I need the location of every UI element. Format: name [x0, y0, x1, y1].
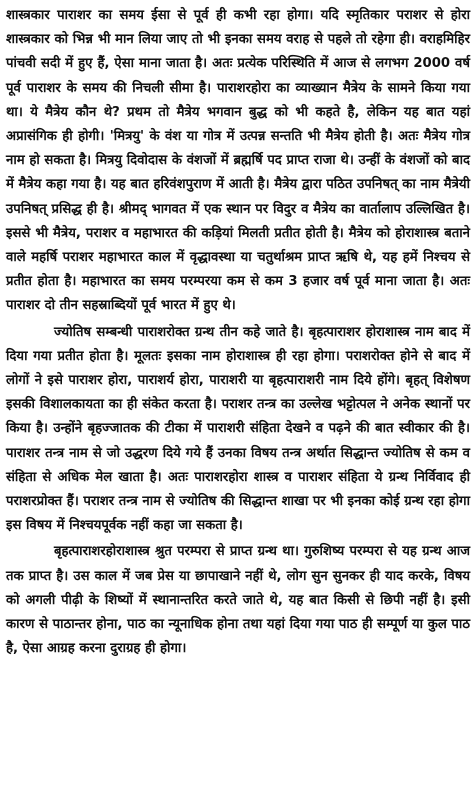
text-run: ज्योतिष सम्बन्धी पाराशरोक्त ग्रन्थ तीन कहे जाते है। बृहत्पाराशर होराशास्त्र नाम बाद में दिया गया प्रतीत होता है। मूलतः [6, 324, 470, 364]
bold-text: पाराशर [68, 373, 103, 389]
bold-text: इसका [166, 348, 196, 364]
bold-text: गुरुशिष्य [304, 544, 345, 560]
paragraph [6, 540, 470, 661]
bold-text: स्मृतिकार [346, 8, 390, 23]
text-run: शास्त्रकार पाराशर का समय ईसा से पूर्व ही कभी रहा होगा। यदि [6, 8, 347, 23]
text-run: । इसी कारण से पाठान्तर होना, पाठ का न्यूनाधिक होना तथा [6, 592, 470, 633]
text-run: पूर्व माना जाता है। अतः पाराशर दो तीन सहस्राब्दियों पूर्व भारत में हुए थे। [6, 274, 470, 314]
text-run: होता है। महाभारत का समय परम्परया कम से कम 3 हजार [31, 274, 335, 290]
text-run: होरा, पाराशर्य होरा, पाराशरी या बृहत्पाराशरी नाम दिये होंगे। बृहत् विशेषण इसकी विशालकायता का ही संकेत करता है। पराशर तन्त्र का उल्लेख भट्टोत्पल ने अनेक स्थानों पर किया है। उन्होंने बृहज्जातक की टीका में पाराशरी संहिता देखने व पढ़ने की बात स्वीकार की है। पाराशर तन्त्र नाम से जो उद्धरण दिये गये हैं उनका विषय तन्त्र अर्थात सिद्धान्त ज्योतिष से कम व संहिता से अधिक मेल खाता है। अतः [6, 373, 470, 485]
text-run: शास्त्र व पाराशर संहिता ये ग्रन्थ निर्विवाद ही पराशरप्रोक्त [6, 469, 470, 510]
bold-text: महाभारत [98, 250, 143, 266]
bold-text: वर्ष [455, 56, 470, 72]
text-run: । [181, 641, 187, 657]
text-run: नाम होराशास्त्र ही रहा होगा। पराशरोक्त होने से बाद में लोगों ने इसे [6, 348, 470, 389]
bold-text: हैं [97, 56, 105, 72]
text-run: । पराशर तन्त्र नाम से ज्योतिष की सिद्धान्त शाखा पर भी इनका कोई ग्रन्थ रहा होगा इस विषय में निश्चयपूर्वक नहीं कहा जा सकता है। [6, 494, 470, 534]
text-run: , ऐसा माना जाता है। अतः प्रत्येक परिस्थिति में आज से लगभग 2000 [104, 56, 456, 72]
bold-text: दुराग्रह ही होगा [110, 641, 182, 657]
text-run: बृहत्पाराशरहोराशास्त्र श्रुत परम्परा से प्राप्त ग्रन्थ था। [54, 544, 305, 560]
bold-text: प्रतीत [6, 274, 32, 290]
text-run: पाठ ही सम्पूर्ण या कुल पाठ है, ऐसा आग्रह करना [6, 617, 470, 657]
text-run: परम्परा से यह ग्रन्थ आज तक प्राप्त है। उस काल में जब प्रेस या छापाखाने नहीं थे, लोग सुन सुनकर ही याद करके, विषय को अगली पीढ़ी के शिष्यों में स्थानान्तरित करते जाते थे, यह बात किसी से छिपी [6, 544, 471, 608]
bold-text: पाराशरहोरा [194, 469, 248, 485]
bold-text: यहां दिया गया [266, 617, 335, 633]
bold-text: वर्ष [334, 274, 350, 290]
paragraph [6, 4, 470, 319]
text-run: पूर्व पाराशर के समय की निचली सीमा है। पाराशरहोरा का व्याख्यान मैत्रेय के सामने किया गया था। ये मैत्रेय कौन थे? प्रथम तो मैत्रेय भगवान बुद्ध को भी कहते है, लेकिन यह बात यहां अप्रासंगिक ही होगी। 'मित्रयु' के वंश या गोत्र में उत्पन्न सन्तति भी मैत्रेय होती है। अतः मैत्रेय गोत्र नाम हो सकता है। मित्रयु दिवोदास के वंशजों में ब्रह्मर्षि पद प्राप्त राजा थे। उन्हीं के वंशजों को बाद में मैत्रेय कहा गया है। यह बात हरिवंशपुराण में आती है। मैत्रेय द्वारा पठित उपनिषत् का नाम मैत्रेयी उपनिषत् प्रसिद्ध ही है। श्रीमद् भागवत में एक स्थान पर विदुर व मैत्रेय का वार्तालाप उल्लिखित है। इससे भी मैत्रेय, पराशर व महाभारत की कड़ियां मिलती प्रतीत होती है। मैत्रेय को होराशास्त्र बताने वाले महर्षि पराशर [6, 80, 470, 266]
text-run: काल में वृद्धावस्था या चतुर्थाश्रम प्राप्त ऋषि थे, यह हमें निश्चय से [142, 250, 470, 266]
paragraph [6, 321, 470, 539]
bold-text: हैं [66, 494, 74, 510]
bold-text: नहीं है [409, 592, 441, 608]
text-run: पराशर से होरा शास्त्रकार को भिन्न भी मान लिया जाए तो भी इनका समय वराह से पहले तो रहेगा ही। वराहमिहिर पांचवी सदी में हुए [6, 8, 470, 72]
